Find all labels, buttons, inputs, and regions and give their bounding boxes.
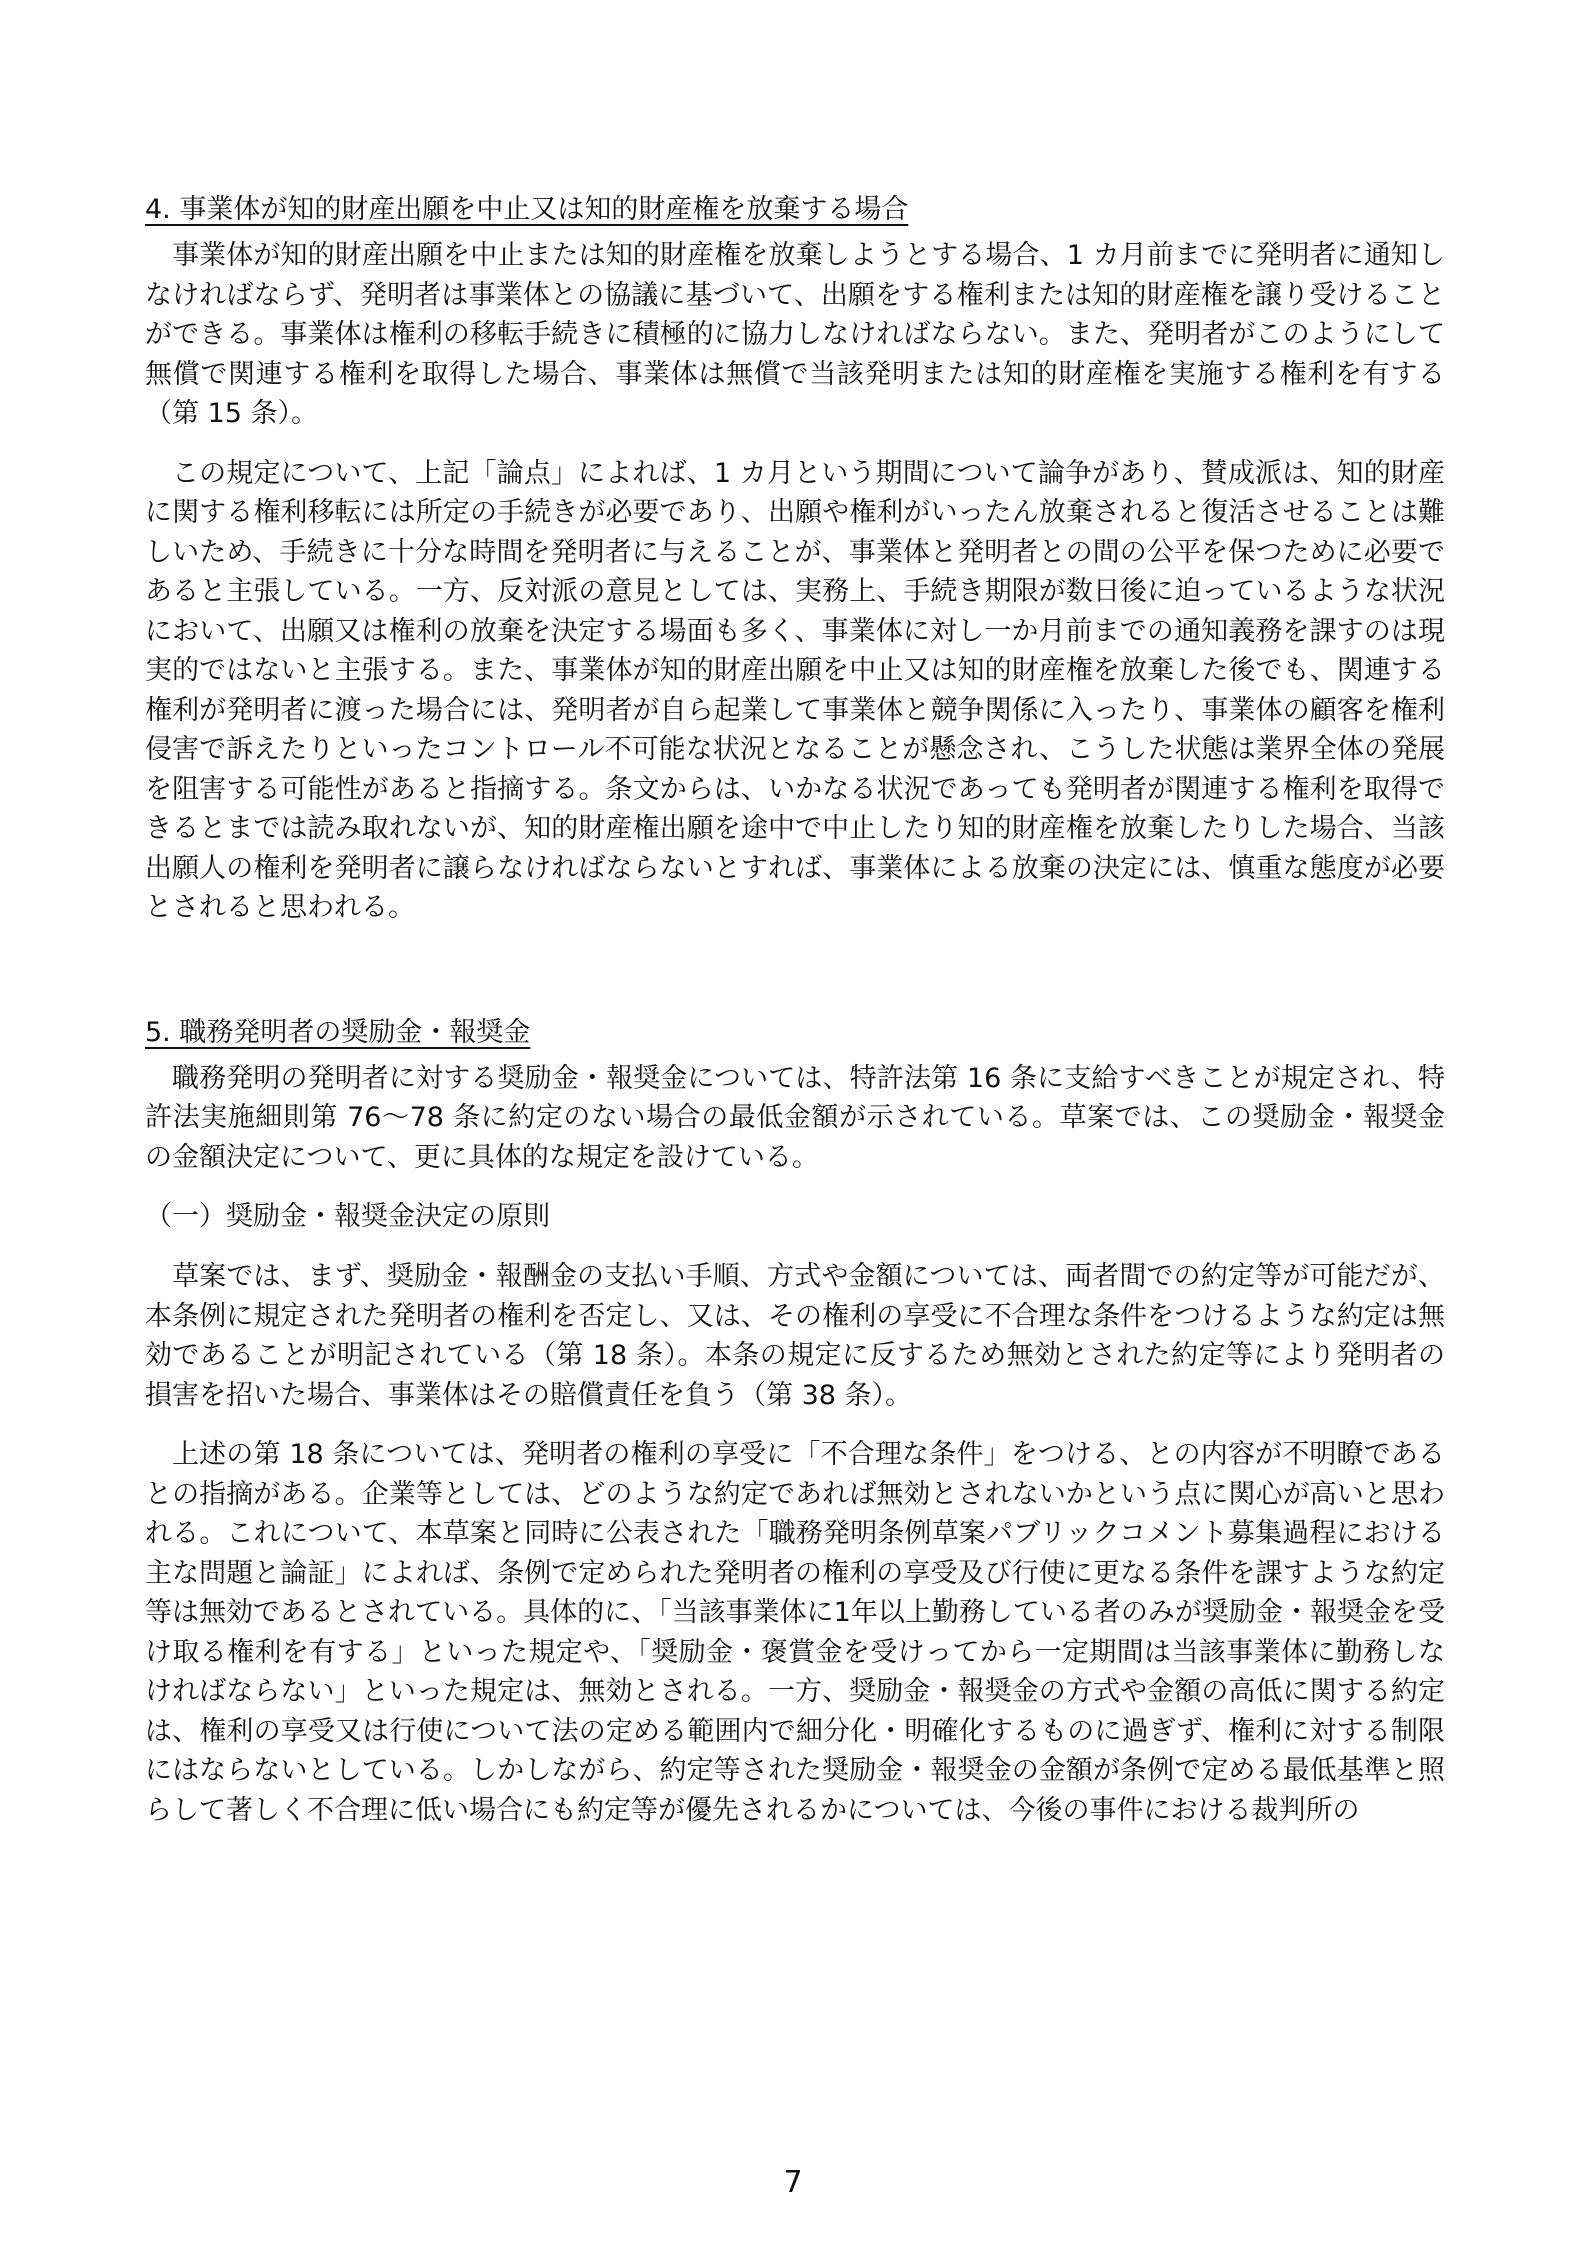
section-5-paragraph-2: 上述の第 18 条については、発明者の権利の享受に「不合理な条件」をつける、との内容が不明瞭であるとの指摘がある。企業等としては、どのような約定であれば無効とされないかという点に関心が高いと思われる。これについて、本草案と同時に公表された「職務発明条例草案パブリックコメント募集過程における主な問題と論証」によれば、条例で定められた発明者の権利の享受及び行使に更なる条件を課すような約定等は無効であるとされている。具体的に、「当該事業体に1年以上勤務している者のみが奨励金・報奨金を受け取る権利を有する」といった規定や、「奨励金・褒賞金を受けってから一定期間は当該事業体に勤務しなければならない」といった規定は、無効とされる。一方、奨励金・報奨金の方式や金額の高低に関する約定は、権利の享受又は行使について法の定める範囲内で細分化・明確化するものに過ぎず、権利に対する制限にはならないとしている。しかしながら、約定等された奨励金・報奨金の金額が条例で定める最低基準と照らして著しく不合理に低い場合にも約定等が優先されるかについては、今後の事件における裁判所の (145, 1439, 1445, 1826)
page-number: 7 (783, 2165, 803, 2200)
section-4-paragraph-1: 事業体が知的財産出願を中止または知的財産権を放棄しようとする場合、1 カ月前までに発明者に通知しなければならず、発明者は事業体との協議に基づいて、出願をする権利または知的財産権を譲り受けることができる。事業体は権利の移転手続きに積極的に協力しなければならない。また、発明者がこのようにして無償で関連する権利を取得した場合、事業体は無償で当該発明または知的財産権を実施する権利を有する（第 15 条）。 (145, 240, 1445, 429)
section-spacer (145, 948, 1445, 1013)
section-4-heading: 4. 事業体が知的財産出願を中止又は知的財産権を放棄する場合 (145, 194, 909, 225)
section-5-paragraph-1: 草案では、まず、奨励金・報酬金の支払い手順、方式や金額については、両者間での約定等が可能だが、本条例に規定された発明者の権利を否定し、又は、その権利の享受に不合理な条件をつけるような約定は無効であることが明記されている（第 18 条）。本条の規定に反するため無効とされた約定等により発明者の損害を招いた場合、事業体はその賠償責任を負う（第 38 条）。 (145, 1261, 1445, 1411)
section-4-paragraph-2: この規定について、上記「論点」によれば、1 カ月という期間について論争があり、賛成派は、知的財産に関する権利移転には所定の手続きが必要であり、出願や権利がいったん放棄されると復活させることは難しいため、手続きに十分な時間を発明者に与えることが、事業体と発明者との間の公平を保つために必要であると主張している。一方、反対派の意見としては、実務上、手続き期限が数日後に迫っているような状況において、出願又は権利の放棄を決定する場面も多く、事業体に対し一か月前までの通知義務を課すのは現実的ではないと主張する。また、事業体が知的財産出願を中止又は知的財産権を放棄した後でも、関連する権利が発明者に渡った場合には、発明者が自ら起業して事業体と競争関係に入ったり、事業体の顧客を権利侵害で訴えたりといったコントロール不可能な状況となることが懸念され、こうした状態は業界全体の発展を阻害する可能性があると指摘する。条文からは、いかなる状況であっても発明者が関連する権利を取得できるとまでは読み取れないが、知的財産権出願を途中で中止したり知的財産権を放棄したりした場合、当該出願人の権利を発明者に譲らなければならないとすれば、事業体による放棄の決定には、慎重な態度が必要とされると思われる。 (145, 457, 1445, 923)
document-page (145, 190, 1445, 1850)
section-5-subheading: （一）奨励金・報奨金決定の原則 (145, 1201, 550, 1232)
section-5-intro: 職務発明の発明者に対する奨励金・報奨金については、特許法第 16 条に支給すべきことが規定され、特許法実施細則第 76～78 条に約定のない場合の最低金額が示されている。草案では、この奨励金・報奨金の金額決定について、更に具体的な規定を設けている。 (145, 1062, 1445, 1173)
section-5-heading: 5. 職務発明者の奨励金・報奨金 (145, 1016, 531, 1048)
